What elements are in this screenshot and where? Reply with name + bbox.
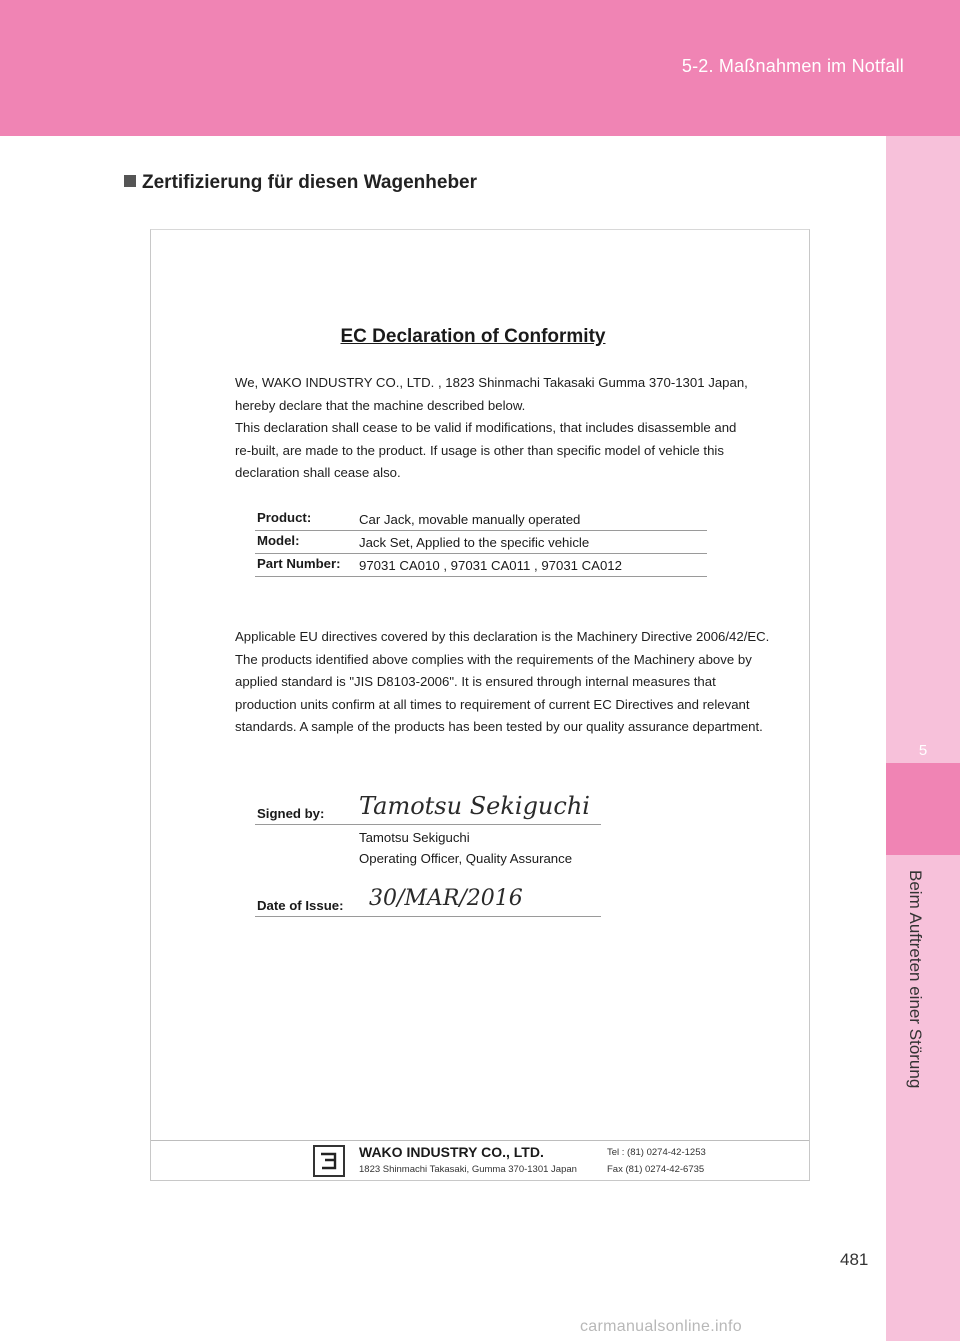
spec-label: Part Number:	[257, 556, 341, 571]
declaration-title: EC Declaration of Conformity	[340, 326, 606, 347]
spec-value: Car Jack, movable manually operated	[359, 512, 581, 527]
section-title-text: Zertifizierung für diesen Wagenheber	[142, 172, 478, 193]
spec-row-model	[255, 531, 707, 554]
section-header: 5-2. Maßnahmen im Notfall	[681, 56, 904, 76]
signer-name: Tamotsu Sekiguchi	[359, 830, 470, 845]
letterhead-tel: Tel : (81) 0274-42-1253	[607, 1147, 706, 1158]
watermark: carmanualsonline.info	[580, 1318, 742, 1335]
letterhead-divider	[151, 1140, 809, 1141]
letterhead-address: 1823 Shinmachi Takasaki, Gumma 370-1301 Japan	[359, 1164, 577, 1175]
chapter-tab	[886, 742, 960, 855]
directive-line: applied standard is "JIS D8103-2006". It is ensured through internal measures that	[235, 674, 716, 690]
page-number: 481	[840, 1250, 869, 1269]
intro-paragraph	[235, 372, 775, 485]
intro-line: re-built, are made to the product. If usage is other than specific model of vehicle this	[235, 442, 724, 458]
chapter-number: 5	[918, 742, 928, 759]
intro-line: declaration shall cease also.	[235, 465, 401, 481]
intro-line: hereby declare that the machine described below.	[235, 397, 526, 413]
spec-value: 97031 CA010 , 97031 CA011 , 97031 CA012	[359, 558, 622, 573]
directive-line: production units confirm at all times to requirement of current EC Directives and relevant	[235, 696, 750, 712]
intro-line: We, WAKO INDUSTRY CO., LTD. , 1823 Shinmachi Takasaki Gumma 370-1301 Japan,	[235, 375, 748, 390]
declaration-document	[150, 229, 810, 1181]
directive-line: Applicable EU directives covered by this declaration is the Machinery Directive 2006/42/EC.	[235, 629, 770, 644]
spec-label: Model:	[257, 533, 300, 548]
letterhead-company: WAKO INDUSTRY CO., LTD.	[359, 1144, 544, 1160]
company-logo-icon	[313, 1145, 345, 1177]
directive-paragraph	[235, 626, 781, 739]
spec-row-part-number	[255, 554, 707, 577]
date-of-issue-row	[255, 886, 601, 917]
intro-line: This declaration shall cease to be valid if modifications, that includes disassemble and	[235, 420, 737, 436]
chapter-title: Beim Auftreten einer Störung	[906, 870, 925, 1089]
directive-line: The products identified above complies with the requirements of the Machinery above by	[235, 651, 752, 667]
handwritten-date: 30/MAR/2016	[369, 886, 523, 911]
date-label: Date of Issue:	[257, 898, 344, 913]
section-title	[124, 172, 477, 194]
spec-label: Product:	[257, 510, 312, 525]
letterhead-fax: Fax (81) 0274-42-6735	[607, 1164, 705, 1175]
handwritten-signature: Tamotsu Sekiguchi	[359, 792, 590, 820]
signed-by-row	[255, 792, 601, 825]
signer-role: Operating Officer, Quality Assurance	[359, 851, 573, 866]
directive-line: standards. A sample of the products has been tested by our quality assurance department.	[235, 719, 763, 735]
bullet-square-icon	[124, 175, 136, 187]
spec-value: Jack Set, Applied to the specific vehicle	[359, 535, 590, 550]
spec-row-product	[255, 508, 707, 531]
signed-by-label: Signed by:	[257, 806, 325, 821]
